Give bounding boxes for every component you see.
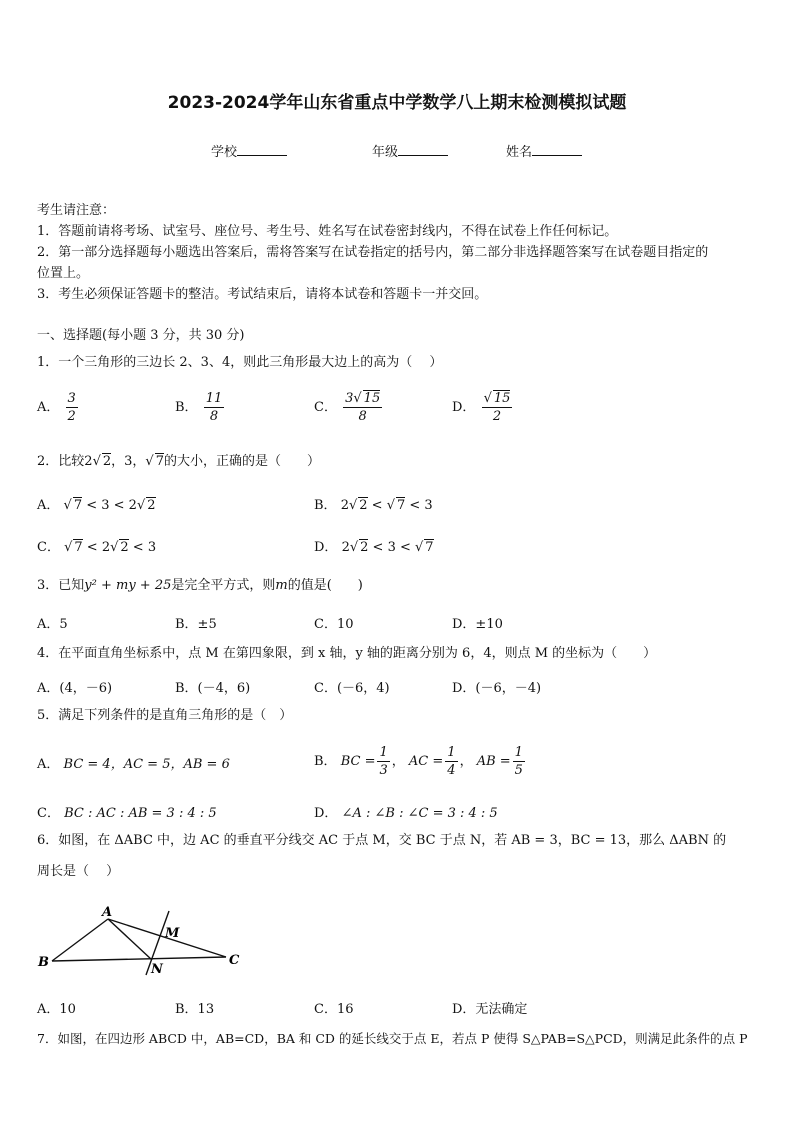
notice-item-3: 3．考生必须保证答题卡的整洁。考试结束后，请将本试卷和答题卡一并交回。 <box>37 287 488 302</box>
notice-heading: 考生请注意： <box>37 203 116 218</box>
label-c: C <box>229 953 240 968</box>
name-field[interactable]: 姓名 <box>506 141 582 160</box>
q2-stem: 2．比较2√ 2，3，√ 7的大小，正确的是（ ） <box>37 454 321 469</box>
q4-option-c[interactable]: C．(－6，4) <box>314 681 390 696</box>
fraction: $\frac{1}{4}$ <box>447 745 456 778</box>
grade-blank[interactable] <box>398 143 448 156</box>
q6-option-a[interactable]: A．10 <box>37 1002 76 1017</box>
q5-option-a[interactable]: A． BC = 4，AC = 5，AB = 6 <box>37 757 230 772</box>
q4-option-d[interactable]: D．(－6，－4) <box>452 681 542 696</box>
notice-item-2: 2．第一部分选择题每小题选出答案后，需将答案写在试卷指定的括号内，第二部分非选择题答案写在试卷题目指定的 <box>37 245 709 260</box>
q3-option-c[interactable]: C．10 <box>314 617 354 632</box>
fraction: $\frac{1}{5}$ <box>514 745 523 778</box>
section-heading: 一、选择题(每小题 3 分，共 30 分) <box>37 328 245 343</box>
q5-option-c[interactable]: C． BC : AC : AB = 3 : 4 : 5 <box>37 806 217 821</box>
q2-option-b[interactable]: B． 2√ 2 < √ 7 < 3 <box>314 498 433 513</box>
q1-option-d[interactable]: D． $\frac{√ 15}{2}$ <box>452 391 511 424</box>
q3-stem: 3．已知y² + my + 25是完全平方式，则m的值是( ) <box>37 578 363 593</box>
q3-option-d[interactable]: D．±10 <box>452 617 503 632</box>
q1-stem: 1．一个三角形的三边长 2、3、4，则此三角形最大边上的高为（ ） <box>37 355 443 370</box>
q5-stem: 5．满足下列条件的是直角三角形的是（ ） <box>37 708 293 723</box>
q5-option-d[interactable]: D． ∠A : ∠B : ∠C = 3 : 4 : 5 <box>314 806 498 821</box>
q6-option-b[interactable]: B．13 <box>175 1002 215 1017</box>
grade-field[interactable]: 年级 <box>372 141 448 160</box>
q1-option-b[interactable]: B． $\frac{11}{8}$ <box>175 391 223 424</box>
notice-item-2-cont: 位置上。 <box>37 266 90 281</box>
q6-option-c[interactable]: C．16 <box>314 1002 354 1017</box>
segment-an <box>108 919 152 960</box>
q2-option-c[interactable]: C． √ 7 < 2√ 2 < 3 <box>37 540 157 555</box>
q2-option-a[interactable]: A． √ 7 < 3 < 2√ 2 <box>37 498 156 513</box>
q4-stem: 4．在平面直角坐标系中，点 M 在第四象限，到 x 轴，y 轴的距离分别为 6，4，则点 M 的坐标为（ ） <box>37 646 657 661</box>
page-title: 2023-2024学年山东省重点中学数学八上期末检测模拟试题 <box>167 93 627 113</box>
segment-ba <box>52 919 108 961</box>
q6-stem-line2: 周长是（ ） <box>37 864 120 879</box>
label-n: N <box>151 962 163 977</box>
label-a: A <box>102 905 113 920</box>
fraction: $\frac{√ 15}{2}$ <box>483 391 511 424</box>
label-b: B <box>38 955 49 970</box>
school-field[interactable]: 学校 <box>211 141 287 160</box>
q6-option-d[interactable]: D．无法确定 <box>452 1002 528 1017</box>
q1-option-c[interactable]: C． $\frac{3√ 15}{8}$ <box>314 391 381 424</box>
notice-item-1: 1．答题前请将考场、试室号、座位号、考生号、姓名写在试卷密封线内，不得在试卷上作任何标记。 <box>37 224 618 239</box>
q4-option-b[interactable]: B．(－4，6) <box>175 681 251 696</box>
q5-option-b[interactable]: B． BC = $\frac{1}{3}$ ， AC = $\frac{1}{4}$ ， AB = $\frac{1}{5}$ <box>314 745 523 778</box>
fraction: $\frac{3√ 15}{8}$ <box>345 391 381 424</box>
q6-stem-line1: 6．如图，在 ΔABC 中，边 AC 的垂直平分线交 AC 于点 M，交 BC 于点 N，若 AB = 3，BC = 13，那么 ΔABN 的 <box>37 833 727 848</box>
fraction: $\frac{3}{2}$ <box>67 391 76 424</box>
fraction: $\frac{1}{3}$ <box>379 745 388 778</box>
school-blank[interactable] <box>237 143 287 156</box>
label-m: M <box>165 926 180 941</box>
q4-option-a[interactable]: A．(4，－6) <box>37 681 113 696</box>
fraction: $\frac{11}{8}$ <box>205 391 223 424</box>
segment-bc <box>52 957 226 961</box>
name-blank[interactable] <box>532 143 582 156</box>
q2-option-d[interactable]: D． 2√ 2 < 3 < √ 7 <box>314 540 434 555</box>
triangle-figure <box>36 900 251 980</box>
q3-option-a[interactable]: A．5 <box>37 617 68 632</box>
q1-option-a[interactable]: A． $\frac{3}{2}$ <box>37 391 76 424</box>
q7-stem: 7．如图，在四边形 ABCD 中，AB=CD，BA 和 CD 的延长线交于点 E，若点 P 使得 S△PAB=S△PCD，则满足此条件的点 P <box>37 1031 748 1046</box>
q3-option-b[interactable]: B．±5 <box>175 617 217 632</box>
